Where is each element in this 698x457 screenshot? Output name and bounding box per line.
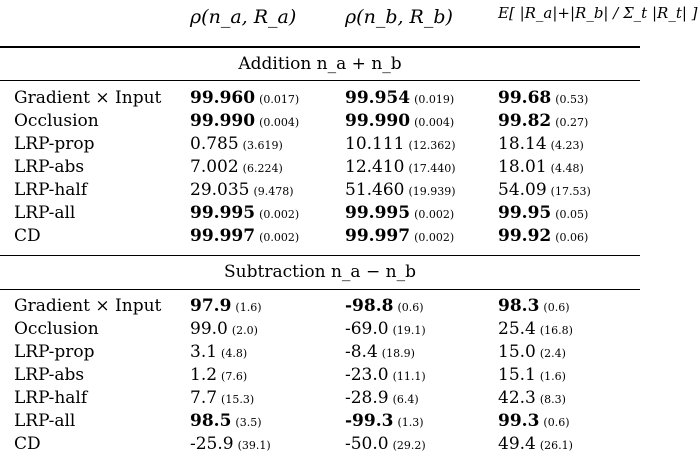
- value-cell: [345, 296, 424, 316]
- value-cell: [190, 134, 283, 154]
- value: 7.7: [190, 388, 218, 408]
- value-cell: [498, 226, 588, 246]
- value: 98.3: [498, 296, 540, 316]
- table-row: [0, 157, 640, 180]
- table-row: [0, 342, 640, 365]
- value: -23.0: [345, 365, 389, 385]
- table-row: [0, 134, 640, 157]
- std-dev: (0.019): [414, 93, 455, 106]
- value-cell: [345, 388, 419, 408]
- value: 99.997: [345, 226, 411, 246]
- value-cell: [498, 180, 591, 200]
- std-dev: (0.004): [414, 116, 455, 129]
- value: 49.4: [498, 434, 536, 454]
- method-name: LRP-half: [14, 180, 88, 200]
- value: 99.990: [345, 111, 411, 131]
- header-rule: [0, 46, 640, 48]
- value-cell: [498, 296, 569, 316]
- value: 15.0: [498, 342, 536, 362]
- value: 51.460: [345, 180, 405, 200]
- value: 54.09: [498, 180, 547, 200]
- table-row: [0, 388, 640, 411]
- value-cell: [190, 319, 258, 339]
- std-dev: (0.002): [259, 208, 300, 221]
- value-cell: [190, 157, 283, 177]
- value-cell: [190, 434, 271, 454]
- method-name: Gradient × Input: [14, 296, 162, 316]
- value-cell: [498, 88, 588, 108]
- value-cell: [345, 365, 426, 385]
- value-cell: [190, 342, 247, 362]
- method-name: LRP-abs: [14, 365, 85, 385]
- method-name: LRP-all: [14, 411, 76, 431]
- method-name: Gradient × Input: [14, 88, 162, 108]
- value: 99.954: [345, 88, 411, 108]
- std-dev: (0.05): [555, 208, 589, 221]
- value-cell: [498, 134, 584, 154]
- value: 1.2: [190, 365, 218, 385]
- value: 0.785: [190, 134, 239, 154]
- std-dev: (1.6): [539, 370, 566, 383]
- value-cell: [345, 157, 456, 177]
- std-dev: (18.9): [381, 347, 415, 360]
- value: 42.3: [498, 388, 536, 408]
- std-dev: (4.48): [550, 162, 584, 175]
- std-dev: (9.478): [253, 185, 294, 198]
- value-cell: [345, 88, 454, 108]
- method-name: LRP-abs: [14, 157, 85, 177]
- std-dev: (0.002): [414, 208, 455, 221]
- value-cell: [498, 342, 566, 362]
- value: -69.0: [345, 319, 389, 339]
- value: 99.82: [498, 111, 552, 131]
- value: 15.1: [498, 365, 536, 385]
- table-row: [0, 296, 640, 319]
- value-cell: [498, 365, 566, 385]
- table-row: [0, 365, 640, 388]
- std-dev: (19.939): [408, 185, 456, 198]
- value-cell: [498, 203, 588, 223]
- value-cell: [498, 157, 584, 177]
- section-title-subtraction: Subtraction n_a − n_b: [224, 262, 416, 282]
- value: -8.4: [345, 342, 378, 362]
- value-cell: [498, 319, 573, 339]
- method-name: Occlusion: [14, 111, 99, 131]
- std-dev: (4.8): [221, 347, 248, 360]
- header-col2: ρ(n_b, R_b): [345, 6, 453, 28]
- std-dev: (19.1): [392, 324, 426, 337]
- std-dev: (0.017): [259, 93, 300, 106]
- value-cell: [345, 226, 454, 246]
- value-cell: [190, 388, 254, 408]
- table-row: [0, 411, 640, 434]
- std-dev: (8.3): [539, 393, 566, 406]
- value: 99.95: [498, 203, 552, 223]
- value: 7.002: [190, 157, 239, 177]
- section-rule: [0, 80, 640, 81]
- std-dev: (0.002): [414, 231, 455, 244]
- value: -99.3: [345, 411, 394, 431]
- table-row: [0, 226, 640, 249]
- method-name: CD: [14, 434, 41, 454]
- value: 18.14: [498, 134, 547, 154]
- value: 99.990: [190, 111, 256, 131]
- value: -50.0: [345, 434, 389, 454]
- value-cell: [190, 180, 294, 200]
- table-row: [0, 203, 640, 226]
- std-dev: (3.619): [242, 139, 283, 152]
- value: 99.997: [190, 226, 256, 246]
- value-cell: [190, 296, 261, 316]
- value: 98.5: [190, 411, 232, 431]
- value-cell: [498, 388, 566, 408]
- value-cell: [345, 180, 456, 200]
- std-dev: (4.23): [550, 139, 584, 152]
- std-dev: (15.3): [221, 393, 255, 406]
- std-dev: (29.2): [392, 439, 426, 452]
- std-dev: (7.6): [221, 370, 248, 383]
- table-row: [0, 434, 640, 457]
- value: 97.9: [190, 296, 232, 316]
- std-dev: (26.1): [539, 439, 573, 452]
- table-row: [0, 319, 640, 342]
- value: 99.995: [190, 203, 256, 223]
- std-dev: (1.6): [235, 301, 262, 314]
- value-cell: [190, 411, 261, 431]
- std-dev: (6.224): [242, 162, 283, 175]
- value: 99.92: [498, 226, 552, 246]
- method-name: LRP-all: [14, 203, 76, 223]
- section-rule: [0, 289, 640, 290]
- std-dev: (17.440): [408, 162, 456, 175]
- value: 10.111: [345, 134, 405, 154]
- value-cell: [345, 203, 454, 223]
- value: -25.9: [190, 434, 234, 454]
- method-name: LRP-prop: [14, 342, 95, 362]
- value: 99.3: [498, 411, 540, 431]
- std-dev: (6.4): [392, 393, 419, 406]
- value: 3.1: [190, 342, 218, 362]
- value-cell: [345, 434, 426, 454]
- section-divider: [0, 255, 640, 256]
- value-cell: [345, 411, 424, 431]
- value: 99.960: [190, 88, 256, 108]
- value-cell: [190, 365, 247, 385]
- value: 99.0: [190, 319, 228, 339]
- section-title-addition: Addition n_a + n_b: [238, 54, 402, 74]
- std-dev: (39.1): [237, 439, 271, 452]
- method-name: Occlusion: [14, 319, 99, 339]
- std-dev: (16.8): [539, 324, 573, 337]
- std-dev: (1.3): [397, 416, 424, 429]
- header-col1: ρ(n_a, R_a): [190, 6, 297, 28]
- std-dev: (0.27): [555, 116, 589, 129]
- value: 18.01: [498, 157, 547, 177]
- method-name: LRP-half: [14, 388, 88, 408]
- std-dev: (0.06): [555, 231, 589, 244]
- method-name: LRP-prop: [14, 134, 95, 154]
- value: -98.8: [345, 296, 394, 316]
- std-dev: (2.0): [231, 324, 258, 337]
- std-dev: (0.002): [259, 231, 300, 244]
- table-row: [0, 180, 640, 203]
- value: 12.410: [345, 157, 405, 177]
- value-cell: [345, 342, 415, 362]
- value-cell: [190, 203, 299, 223]
- value-cell: [345, 134, 456, 154]
- value-cell: [345, 111, 454, 131]
- std-dev: (0.6): [543, 416, 570, 429]
- value-cell: [498, 434, 573, 454]
- std-dev: (2.4): [539, 347, 566, 360]
- value-cell: [190, 111, 299, 131]
- value: 99.995: [345, 203, 411, 223]
- value: 25.4: [498, 319, 536, 339]
- value: 99.68: [498, 88, 552, 108]
- table-row: [0, 111, 640, 134]
- std-dev: (0.6): [397, 301, 424, 314]
- value-cell: [190, 226, 299, 246]
- header-col3: E[ |R_a|+|R_b| / Σ_t |R_t| ]: [498, 4, 698, 22]
- std-dev: (11.1): [392, 370, 426, 383]
- value-cell: [345, 319, 426, 339]
- value-cell: [498, 111, 588, 131]
- std-dev: (12.362): [408, 139, 456, 152]
- std-dev: (3.5): [235, 416, 262, 429]
- table-row: [0, 88, 640, 111]
- std-dev: (0.6): [543, 301, 570, 314]
- value-cell: [498, 411, 569, 431]
- std-dev: (17.53): [550, 185, 591, 198]
- method-name: CD: [14, 226, 41, 246]
- value: -28.9: [345, 388, 389, 408]
- value: 29.035: [190, 180, 250, 200]
- std-dev: (0.53): [555, 93, 589, 106]
- value-cell: [190, 88, 299, 108]
- std-dev: (0.004): [259, 116, 300, 129]
